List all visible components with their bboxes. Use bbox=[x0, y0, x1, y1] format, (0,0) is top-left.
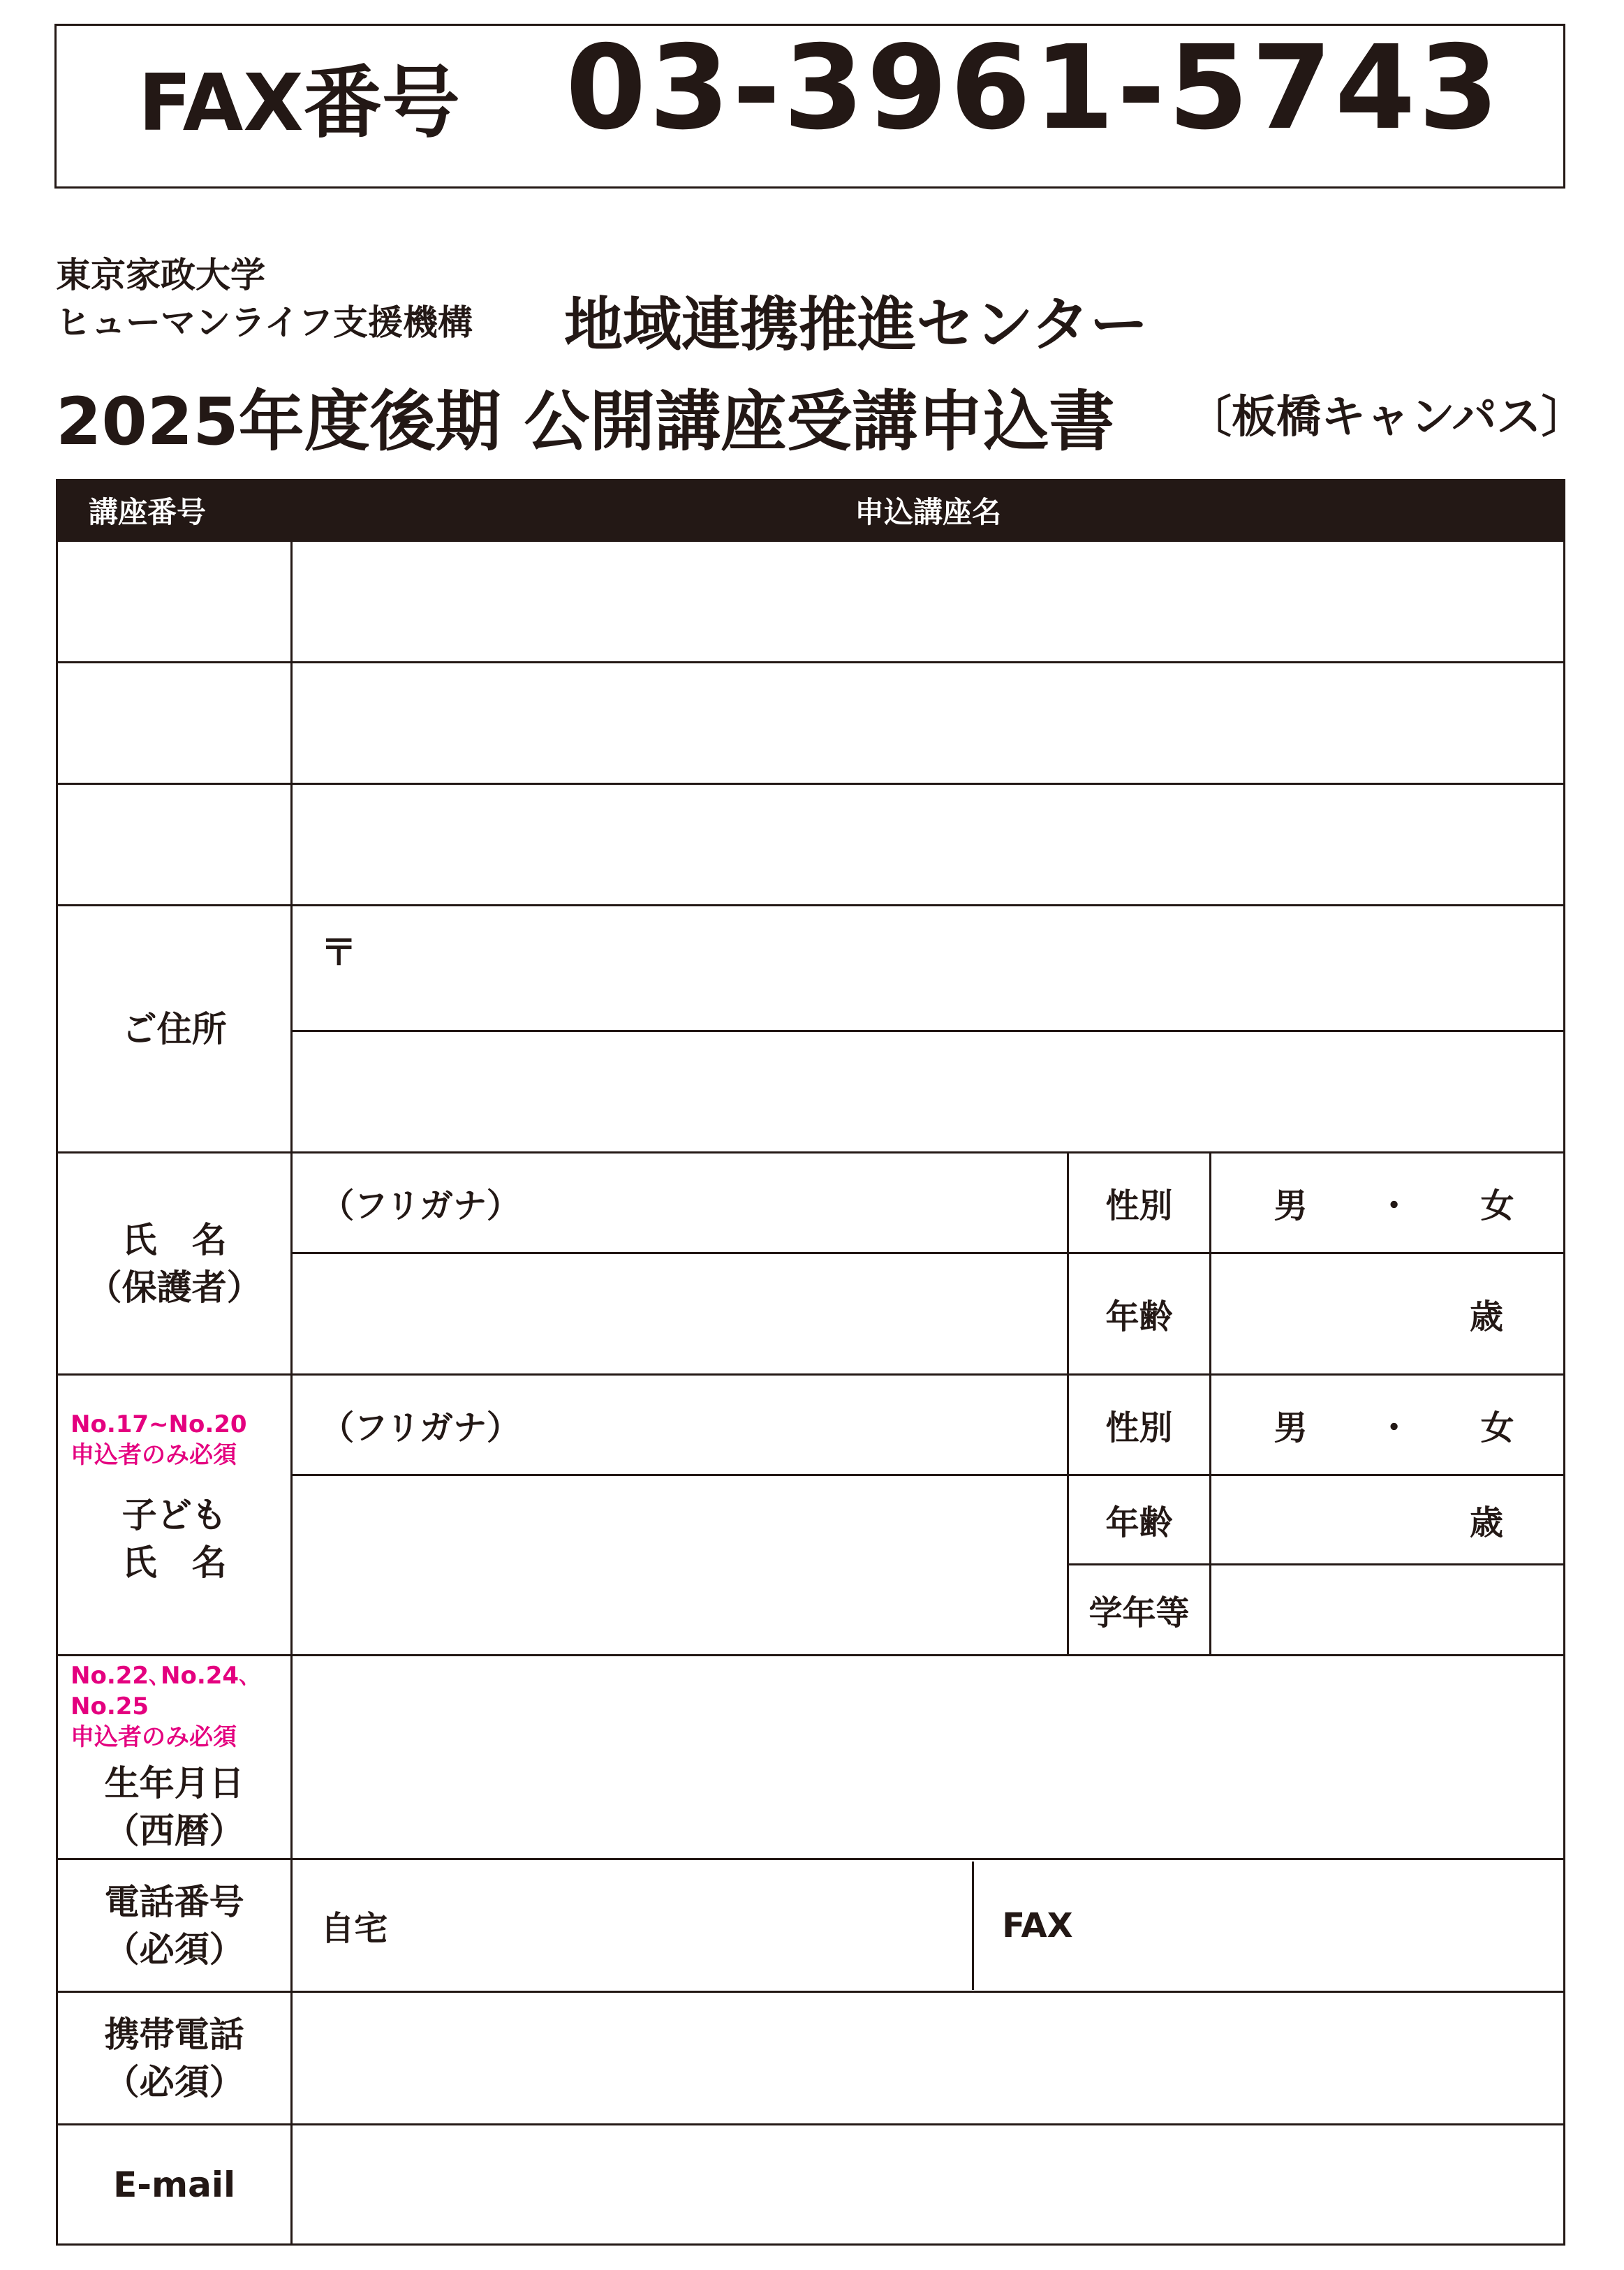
child-required-note-1: No.17~No.20 bbox=[71, 1410, 247, 1438]
fax-label: FAX番号 bbox=[138, 58, 460, 149]
gender-female[interactable]: 女 bbox=[1480, 1186, 1514, 1225]
child-required-note-2: 申込者のみ必須 bbox=[71, 1440, 237, 1469]
phone-fields bbox=[292, 1859, 1565, 1992]
child-age-field[interactable] bbox=[1210, 1475, 1564, 1565]
dob-field[interactable] bbox=[292, 1656, 1565, 1859]
furigana-label: （フリガナ） bbox=[320, 1186, 520, 1225]
age-label: 年齢 bbox=[1068, 1475, 1210, 1565]
home-phone-field[interactable] bbox=[293, 1862, 974, 1990]
dob-required-note-1: No.22､No.24､ bbox=[71, 1661, 251, 1690]
child-furigana-field[interactable] bbox=[292, 1375, 1068, 1475]
course-name-header: 申込講座名 bbox=[292, 480, 1565, 541]
gender-separator: ・ bbox=[1377, 1186, 1411, 1225]
dob-required-note-2: No.25 bbox=[71, 1692, 149, 1720]
gender-separator: ・ bbox=[1377, 1408, 1411, 1447]
grade-label: 学年等 bbox=[1068, 1565, 1210, 1656]
dob-row bbox=[57, 1656, 1565, 1859]
campus-label: 〔板橋キャンパス〕 bbox=[1187, 392, 1586, 443]
phone-label-1: 電話番号 bbox=[104, 1881, 244, 1922]
mobile-field[interactable] bbox=[292, 1992, 1565, 2125]
home-phone-label: 自宅 bbox=[320, 1909, 388, 1948]
course-row bbox=[57, 541, 1565, 663]
gender-label: 性別 bbox=[1068, 1375, 1210, 1475]
phone-label-2: （必須） bbox=[104, 1929, 244, 1970]
course-number-field[interactable] bbox=[57, 541, 292, 663]
mobile-label-2: （必須） bbox=[104, 2061, 244, 2102]
child-gender-choice[interactable] bbox=[1210, 1375, 1564, 1475]
address-row-1 bbox=[57, 906, 1565, 1031]
postal-mark: 〒 bbox=[320, 932, 357, 974]
address-field[interactable] bbox=[292, 1031, 1565, 1153]
age-unit: 歳 bbox=[1469, 1297, 1503, 1336]
child-name-label bbox=[57, 1375, 292, 1656]
dob-label-2: （西暦） bbox=[104, 1810, 244, 1851]
application-form-table bbox=[56, 479, 1565, 2246]
division-name: ヒューマンライフ支援機構 bbox=[56, 302, 473, 343]
guardian-name-label-2: （保護者） bbox=[87, 1267, 262, 1308]
dob-label-1: 生年月日 bbox=[104, 1762, 244, 1804]
age-unit: 歳 bbox=[1469, 1503, 1503, 1542]
child-name-label-2: 氏 名 bbox=[121, 1542, 227, 1583]
dob-label bbox=[57, 1656, 292, 1859]
phone-label bbox=[57, 1859, 292, 1992]
form-title: 2025年度後期 公開講座受講申込書 bbox=[56, 384, 1115, 460]
mobile-label-1: 携帯電話 bbox=[104, 2014, 244, 2055]
university-name: 東京家政大学 bbox=[56, 255, 265, 295]
gender-male[interactable]: 男 bbox=[1274, 1408, 1308, 1447]
gender-label: 性別 bbox=[1068, 1153, 1210, 1253]
child-name-field[interactable] bbox=[292, 1475, 1068, 1656]
email-field[interactable] bbox=[292, 2125, 1565, 2245]
guardian-furigana-field[interactable] bbox=[292, 1153, 1068, 1253]
phone-row bbox=[57, 1859, 1565, 1992]
course-number-field[interactable] bbox=[57, 784, 292, 906]
guardian-name-label bbox=[57, 1153, 292, 1375]
guardian-age-field[interactable] bbox=[1210, 1253, 1564, 1375]
address-label bbox=[57, 906, 292, 1153]
center-name: 地域連携推進センター bbox=[564, 290, 1149, 359]
fax-phone-field[interactable] bbox=[974, 1862, 1563, 1990]
fax-number: 03-3961-5743 bbox=[566, 21, 1502, 156]
course-number-field[interactable] bbox=[57, 663, 292, 784]
child-row-1 bbox=[57, 1375, 1565, 1475]
age-label: 年齢 bbox=[1068, 1253, 1210, 1375]
gender-male[interactable]: 男 bbox=[1274, 1186, 1308, 1225]
email-label: E-mail bbox=[57, 2125, 292, 2245]
address-label-text: ご住所 bbox=[121, 1008, 227, 1049]
course-number-header: 講座番号 bbox=[57, 480, 292, 541]
course-row bbox=[57, 784, 1565, 906]
dob-required-note-3: 申込者のみ必須 bbox=[71, 1723, 237, 1751]
guardian-row-1 bbox=[57, 1153, 1565, 1253]
course-name-field[interactable] bbox=[292, 663, 1565, 784]
mobile-label bbox=[57, 1992, 292, 2125]
table-header bbox=[57, 480, 1565, 541]
fax-phone-label: FAX bbox=[1002, 1906, 1073, 1945]
postal-code-field[interactable] bbox=[292, 906, 1565, 1031]
course-name-field[interactable] bbox=[292, 784, 1565, 906]
course-row bbox=[57, 663, 1565, 784]
email-row bbox=[57, 2125, 1565, 2245]
guardian-name-field[interactable] bbox=[292, 1253, 1068, 1375]
child-grade-field[interactable] bbox=[1210, 1565, 1564, 1656]
mobile-row bbox=[57, 1992, 1565, 2125]
course-name-field[interactable] bbox=[292, 541, 1565, 663]
furigana-label: （フリガナ） bbox=[320, 1408, 520, 1447]
child-name-label-1: 子ども bbox=[121, 1494, 227, 1535]
guardian-name-label-1: 氏 名 bbox=[121, 1219, 227, 1260]
guardian-gender-choice[interactable] bbox=[1210, 1153, 1564, 1253]
gender-female[interactable]: 女 bbox=[1480, 1408, 1514, 1447]
